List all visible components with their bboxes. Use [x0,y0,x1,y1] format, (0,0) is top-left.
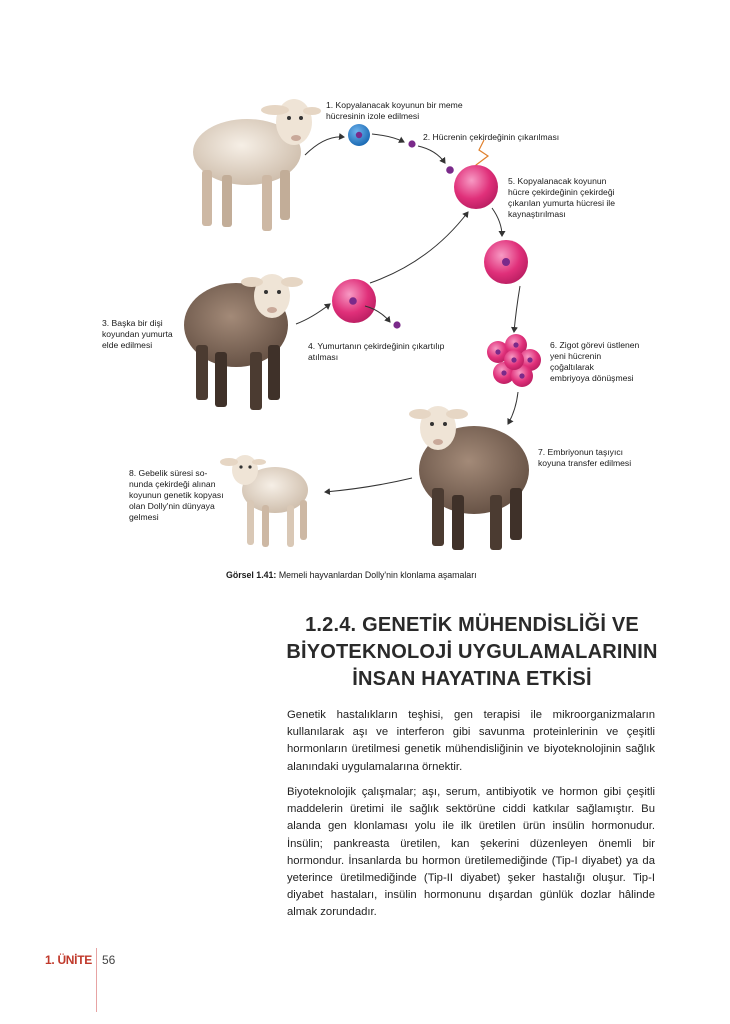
section-title-line-2: BİYOTEKNOLOJİ UYGULAMALARININ [286,641,658,663]
figure-caption-label: Görsel 1.41: [226,570,277,580]
body-paragraph-1: Genetik hastalıkların teşhisi, gen terapisi ile mikroorganizmaların kullanılarak aşı ve interferon gibi savunma proteinlerinin ve çeşitli hormonların üretilmesi genetik mühendisliğinin ve biyoteknolojinin sağlık alanındaki uygulamalarına örnektir. [287,709,655,773]
embryo-cluster-icon [487,334,541,387]
figure-caption [226,570,477,580]
fused-cell-icon [484,240,528,284]
fusion-egg-icon [454,140,498,209]
donor-egg-icon [332,279,401,329]
section-title-line-1: 1.2.4. GENETİK MÜHENDİSLİĞİ VE [305,614,639,636]
unit-label: 1. ÜNİTE [45,953,92,967]
section-title-line-3: İNSAN HAYATINA ETKİSİ [352,668,592,690]
mammary-cell-icon [348,124,370,146]
surrogate-sheep-icon [409,406,529,550]
step-2-label: 2. Hücrenin çekirdeğinin çıkarılması [423,132,560,142]
donor-nucleus-fusing-icon [446,166,454,174]
step-1-label: 1. Kopyalanacak koyunun bir meme hücresinin izole edilmesi [326,100,463,121]
figure-caption-text: Memeli hayvanlardan Dolly'nin klonlama aşamaları [276,570,477,580]
step-5-label: 5. Kopyalanacak koyunun hücre çekirdeğinin çekirdeği çıkarılan yumurta hücresi ile kaynaştırılması [508,176,615,219]
egg-donor-sheep-icon [184,274,303,410]
step-7-label: 7. Embriyonun taşıyıcı koyuna transfer edilmesi [538,447,632,468]
page-number: 56 [102,953,116,967]
donor-sheep-icon [193,99,321,231]
section-title [282,612,662,693]
step-3-label: 3. Başka bir dişi koyundan yumurta elde edilmesi [102,318,173,350]
dolly-lamb-icon [220,455,308,547]
step-8-label: 8. Gebelik süresi so- nunda çekirdeği alınan koyunun genetik kopyası olan Dolly'nin dünyaya gelmesi [129,468,224,522]
footer-divider [96,948,97,1012]
step-4-label: 4. Yumurtanın çekirdeğinin çıkartılıp atılması [308,341,445,362]
body-paragraph-2: Biyoteknolojik çalışmalar; aşı, serum, antibiyotik ve hormon gibi çeşitli maddelerin üretimi ile sağlık sektörüne ciddi katkılar sağlamıştır. Bu alanda gen klonlaması yolu ile ilk üretilen ürün insülin hormonudur. İnsülin; pankreasta üretilen, kan şekerini düzenleyen önemli bir hormondur. İnsanlarda bu hormon üretilemediğinde (Tip-I diyabet) ya da yeterince üretilmediğinde (Tip-II diyabet) şeker hastalığı oluşur. Tip-I diyabet hastaları, insülin hormonunu dışardan günlük dozlar hâlinde almak zorundadır. [287,786,655,919]
step-6-label: 6. Zigot görevi üstlenen yeni hücrenin çoğaltılarak embriyoya dönüşmesi [550,340,640,383]
donor-nucleus-icon [408,140,415,147]
